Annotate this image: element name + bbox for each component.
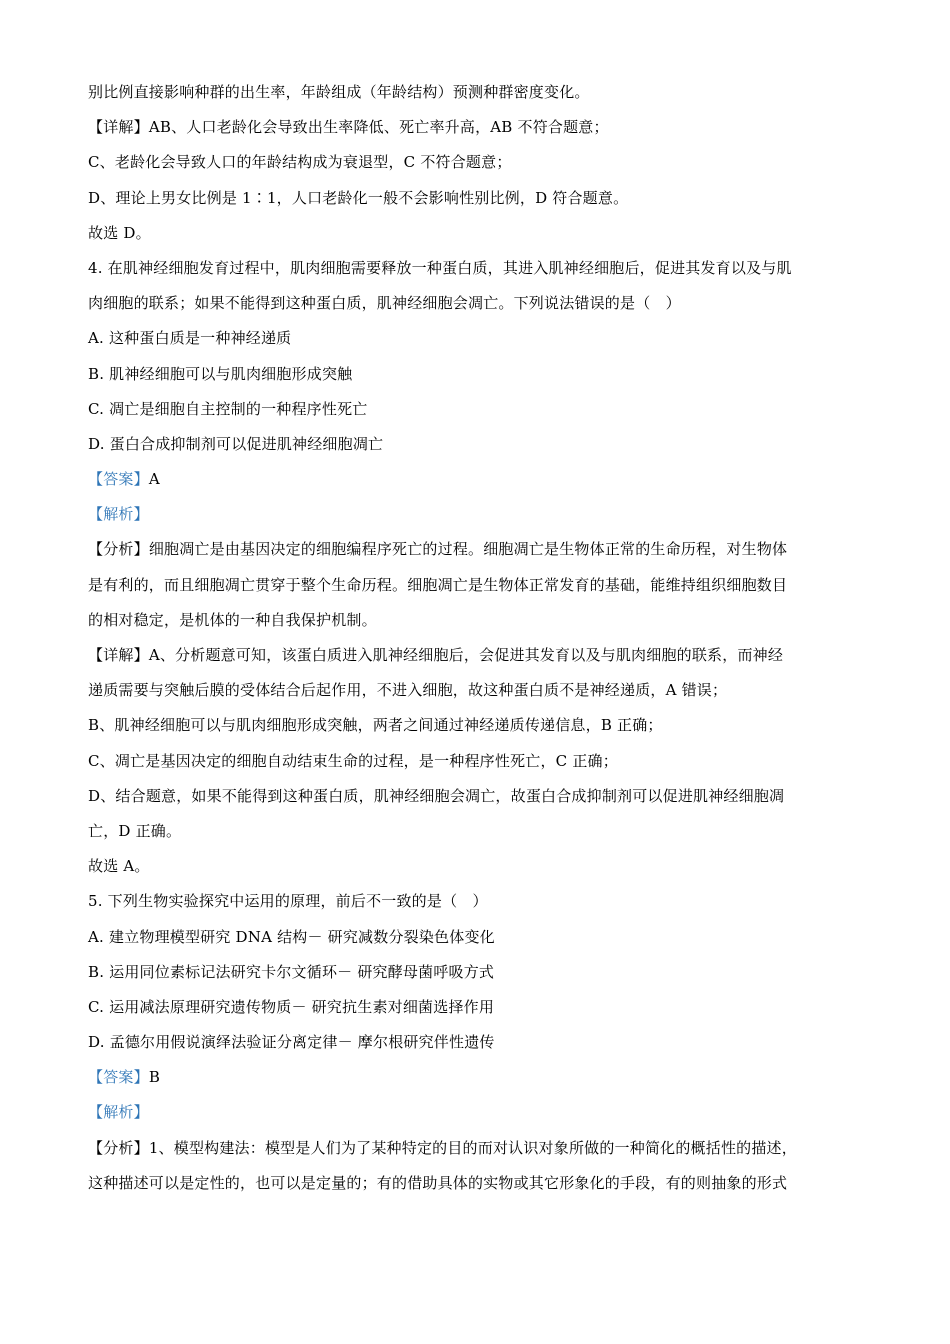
document-page <box>88 80 863 1206</box>
text-line <box>88 362 863 397</box>
text-line <box>88 608 863 643</box>
section-label: 【分析】 <box>88 540 149 559</box>
line-text: D、结合题意，如果不能得到这种蛋白质，肌神经细胞会凋亡，故蛋白合成抑制剂可以促进肌神经细胞凋 <box>88 786 785 805</box>
text-line <box>88 960 863 995</box>
line-text: 这种描述可以是定性的，也可以是定量的；有的借助具体的实物或其它形象化的手段，有的则抽象的形式 <box>88 1173 788 1192</box>
line-text: 故选 D。 <box>88 223 151 242</box>
text-line <box>88 1136 863 1171</box>
section-label: 【解析】 <box>88 1103 149 1122</box>
line-text: 是有利的，而且细胞凋亡贯穿于整个生命历程。细胞凋亡是生物体正常发育的基础，能维持组织细胞数目 <box>88 575 788 594</box>
text-line <box>88 80 863 115</box>
line-text: B. 肌神经细胞可以与肌肉细胞形成突触 <box>88 364 353 383</box>
section-label: 【答案】 <box>88 470 149 489</box>
text-line <box>88 819 863 854</box>
text-line <box>88 432 863 467</box>
line-text: 亡，D 正确。 <box>88 821 182 840</box>
text-line <box>88 1065 863 1100</box>
line-text: C、凋亡是基因决定的细胞自动结束生命的过程，是一种程序性死亡，C 正确； <box>88 751 618 770</box>
text-line <box>88 854 863 889</box>
line-text: A. 这种蛋白质是一种神经递质 <box>88 329 292 348</box>
line-text: 递质需要与突触后膜的受体结合后起作用，不进入细胞，故这种蛋白质不是神经递质，A 错误； <box>88 681 728 700</box>
line-text: D. 孟德尔用假说演绎法验证分离定律－ 摩尔根研究伴性遗传 <box>88 1033 495 1052</box>
text-line <box>88 502 863 537</box>
text-line <box>88 186 863 221</box>
text-line <box>88 889 863 924</box>
line-text: 故选 A。 <box>88 857 150 876</box>
line-text: 1、模型构建法：模型是人们为了某种特定的目的而对认识对象所做的一种简化的概括性的描述， <box>148 1138 797 1157</box>
section-label: 【详解】 <box>88 118 149 137</box>
text-line <box>88 995 863 1030</box>
section-label: 【答案】 <box>88 1068 149 1087</box>
text-line <box>88 467 863 502</box>
text-line <box>88 713 863 748</box>
line-text: A、分析题意可知，该蛋白质进入肌神经细胞后，会促进其发育以及与肌肉细胞的联系，而神经 <box>148 646 784 664</box>
text-line <box>88 925 863 960</box>
line-text: B <box>148 1068 161 1087</box>
line-text: D、理论上男女比例是 1∶1，人口老龄化一般不会影响性别比例，D 符合题意。 <box>88 188 629 207</box>
text-line <box>88 678 863 713</box>
text-line <box>88 150 863 185</box>
line-text: 细胞凋亡是由基因决定的细胞编程序死亡的过程。细胞凋亡是生物体正常的生命历程，对生物体 <box>148 540 788 559</box>
text-line <box>88 397 863 432</box>
line-text: C. 凋亡是细胞自主控制的一种程序性死亡 <box>88 399 368 418</box>
text-line <box>88 573 863 608</box>
line-text: C. 运用减法原理研究遗传物质－ 研究抗生素对细菌选择作用 <box>88 997 495 1016</box>
text-line <box>88 749 863 784</box>
line-text: A <box>148 470 160 489</box>
text-line <box>88 256 863 291</box>
line-text: A. 建立物理模型研究 DNA 结构－ 研究减数分裂染色体变化 <box>88 927 495 946</box>
text-line <box>88 537 863 572</box>
text-line <box>88 221 863 256</box>
section-label: 【分析】 <box>88 1138 149 1157</box>
line-text: D. 蛋白合成抑制剂可以促进肌神经细胞凋亡 <box>88 434 384 453</box>
section-label: 【解析】 <box>88 505 149 524</box>
line-text: B. 运用同位素标记法研究卡尔文循环－ 研究酵母菌呼吸方式 <box>88 962 495 981</box>
line-text: 4. 在肌神经细胞发育过程中，肌肉细胞需要释放一种蛋白质，其进入肌神经细胞后，促进其发育以及与肌 <box>88 258 792 277</box>
text-line <box>88 291 863 326</box>
line-text: 的相对稳定，是机体的一种自我保护机制。 <box>88 610 377 629</box>
line-text: C、老龄化会导致人口的年龄结构成为衰退型，C 不符合题意； <box>88 153 512 172</box>
line-text: AB、人口老龄化会导致出生率降低、死亡率升高，AB 不符合题意； <box>148 118 609 137</box>
section-label: 【详解】 <box>88 646 149 664</box>
text-line <box>88 1100 863 1135</box>
text-line <box>88 115 863 150</box>
line-text: B、肌神经细胞可以与肌肉细胞形成突触，两者之间通过神经递质传递信息，B 正确； <box>88 716 663 735</box>
line-text: 肉细胞的联系；如果不能得到这种蛋白质，肌神经细胞会凋亡。下列说法错误的是（ ） <box>88 294 681 313</box>
text-line <box>88 643 863 678</box>
text-line <box>88 1171 863 1206</box>
line-text: 5. 下列生物实验探究中运用的原理，前后不一致的是（ ） <box>88 892 488 911</box>
text-line <box>88 1030 863 1065</box>
line-text: 别比例直接影响种群的出生率，年龄组成（年龄结构）预测种群密度变化。 <box>88 83 590 101</box>
text-line <box>88 784 863 819</box>
text-line <box>88 326 863 361</box>
